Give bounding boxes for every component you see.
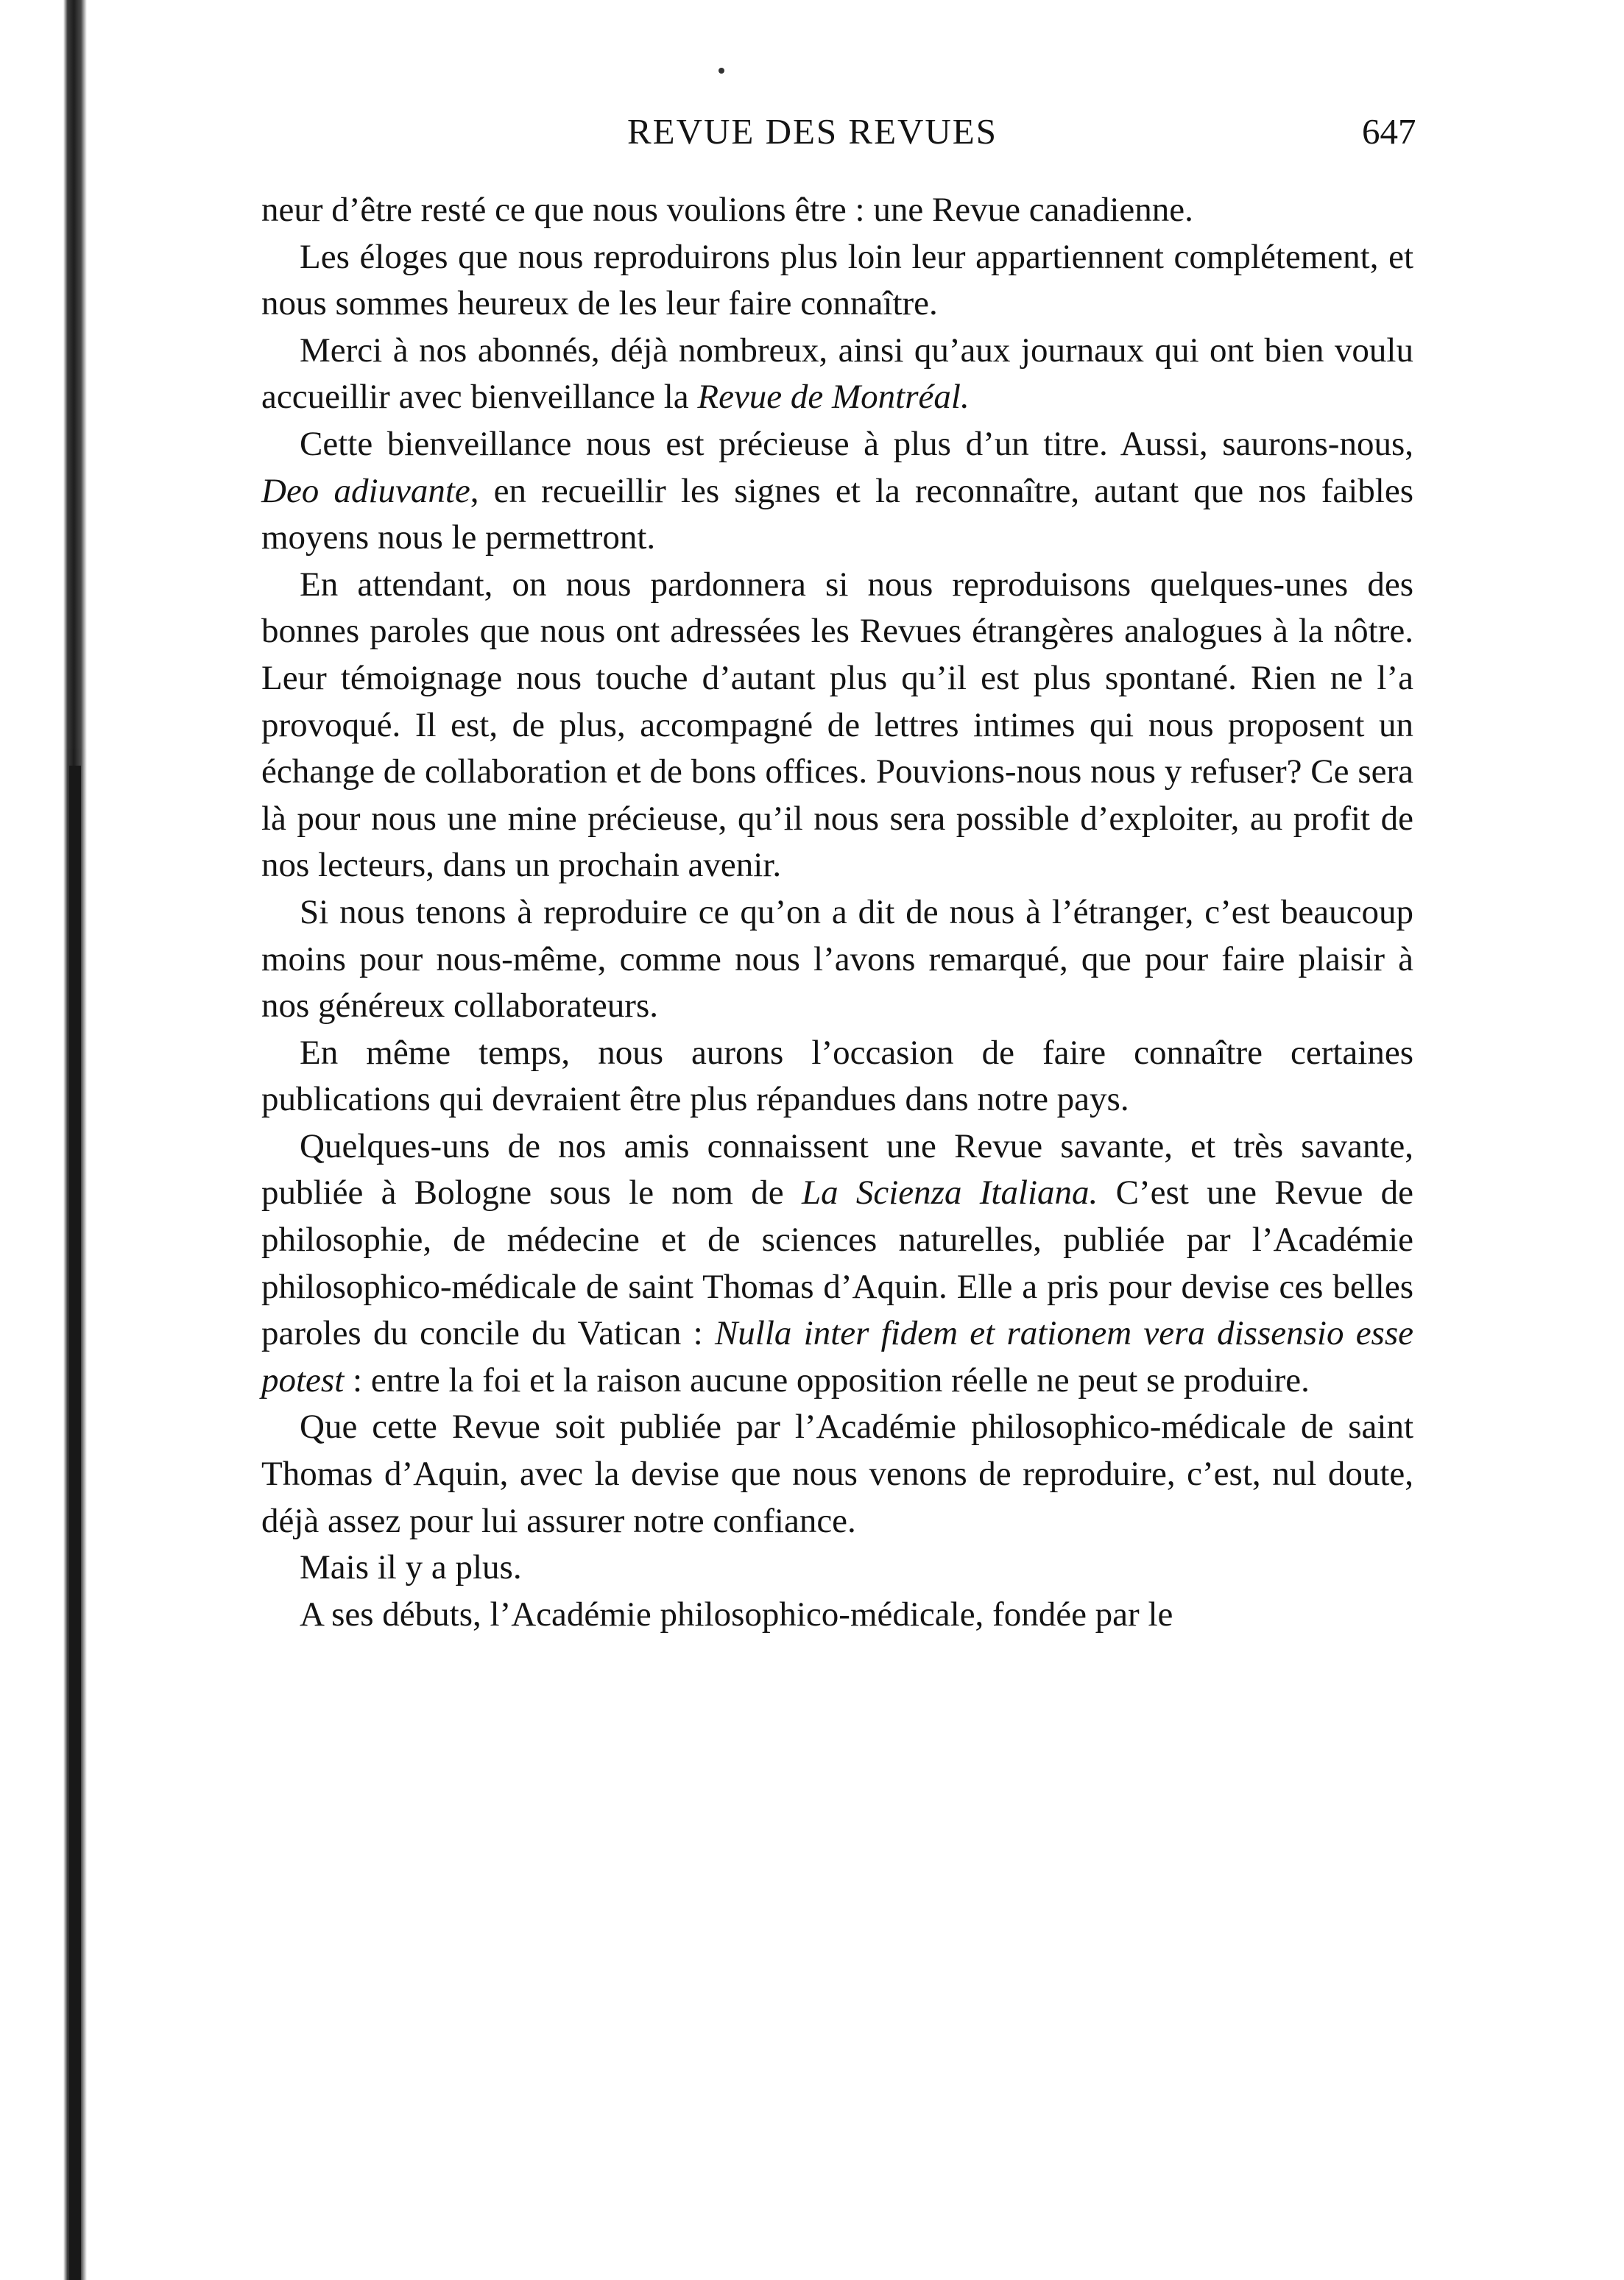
paragraph-6 [261, 889, 1413, 1030]
latin-phrase-deo-adiuvante: Deo adiuvante [261, 471, 470, 510]
paragraph-8-text-b: C’est une Revue de philosophie, de médecine et de sciences naturelles, publiée par l’Académie philosophico-médicale de saint Thomas d’Aquin. Elle a pris pour devise ces belles paroles du concile du Vatican : [261, 1173, 1413, 1353]
paragraph-7 [261, 1030, 1413, 1123]
paragraph-7-text: En même temps, nous aurons l’occasion de faire connaître certaines publications qui devraient être plus répandues dans notre pays. [261, 1033, 1413, 1119]
paragraph-4 [261, 421, 1413, 562]
paragraph-11-text: A ses débuts, l’Académie philosophico-médicale, fondée par le [300, 1595, 1173, 1634]
paragraph-9 [261, 1404, 1413, 1545]
paragraph-2 [261, 234, 1413, 328]
page-number: 647 [1362, 111, 1416, 152]
paragraph-4-text-a: Cette bienveillance nous est précieuse à plus d’un titre. Aussi, saurons-nous, [300, 424, 1413, 463]
paragraph-8-text-c: : entre la foi et la raison aucune opposition réelle ne peut se produire. [344, 1360, 1310, 1400]
paragraph-1-text: neur d’être resté ce que nous voulions être : une Revue canadienne. [261, 191, 1193, 229]
paragraph-8 [261, 1123, 1413, 1405]
binding-edge-shadow [63, 0, 87, 2280]
latin-motto: Nulla inter fidem et rationem vera dissensio esse potest [261, 1314, 1414, 1400]
paragraph-3 [261, 328, 1413, 421]
running-title: REVUE DES REVUES [627, 111, 998, 152]
paragraph-1 [261, 187, 1413, 234]
paragraph-8-text-a: Quelques-uns de nos amis connaissent une Revue savante, et très savante, publiée à Bologne sous le nom de [261, 1126, 1413, 1213]
paragraph-10 [261, 1545, 1413, 1592]
body-text [261, 187, 1413, 1638]
journal-title-revue-de-montreal: Revue de Montréal. [697, 378, 970, 417]
ink-speck [719, 68, 724, 74]
journal-title-la-scienza-italiana: La Scienza Italiana. [801, 1173, 1098, 1213]
paragraph-5 [261, 562, 1413, 889]
paragraph-2-text: Les éloges que nous reproduirons plus loin leur appartiennent complétement, et nous sommes heureux de les leur faire connaître. [261, 237, 1413, 323]
paragraph-9-text: Que cette Revue soit publiée par l’Académie philosophico-médicale de saint Thomas d’Aquin, avec la devise que nous venons de reproduire, c’est, nul doute, déjà assez pour lui assurer notre confiance. [261, 1408, 1413, 1540]
paragraph-4-text-b: , en recueillir les signes et la reconnaître, autant que nos faibles moyens nous le permettront. [261, 471, 1413, 557]
paragraph-5-text: En attendant, on nous pardonnera si nous reproduisons quelques-unes des bonnes paroles que nous ont adressées les Revues étrangères analogues à la nôtre. Leur témoignage nous touche d’autant plus qu’il est plus spontané. Rien ne l’a provoqué. Il est, de plus, accompagné de lettres intimes qui nous proposent un échange de collaboration et de bons offices. Pouvions-nous nous y refuser? Ce sera là pour nous une mine précieuse, qu’il nous sera possible d’exploiter, au profit de nos lecteurs, dans un prochain avenir. [261, 565, 1413, 885]
paragraph-6-text: Si nous tenons à reproduire ce qu’on a dit de nous à l’étranger, c’est beaucoup moins pour nous-même, comme nous l’avons remarqué, que pour faire plaisir à nos généreux collaborateurs. [261, 892, 1413, 1026]
paragraph-10-text: Mais il y a plus. [300, 1548, 522, 1587]
paragraph-3-text: Merci à nos abonnés, déjà nombreux, ainsi qu’aux journaux qui ont bien voulu accueillir avec bienveillance la [261, 331, 1413, 417]
paragraph-11 [261, 1592, 1413, 1639]
running-head [0, 110, 1624, 162]
